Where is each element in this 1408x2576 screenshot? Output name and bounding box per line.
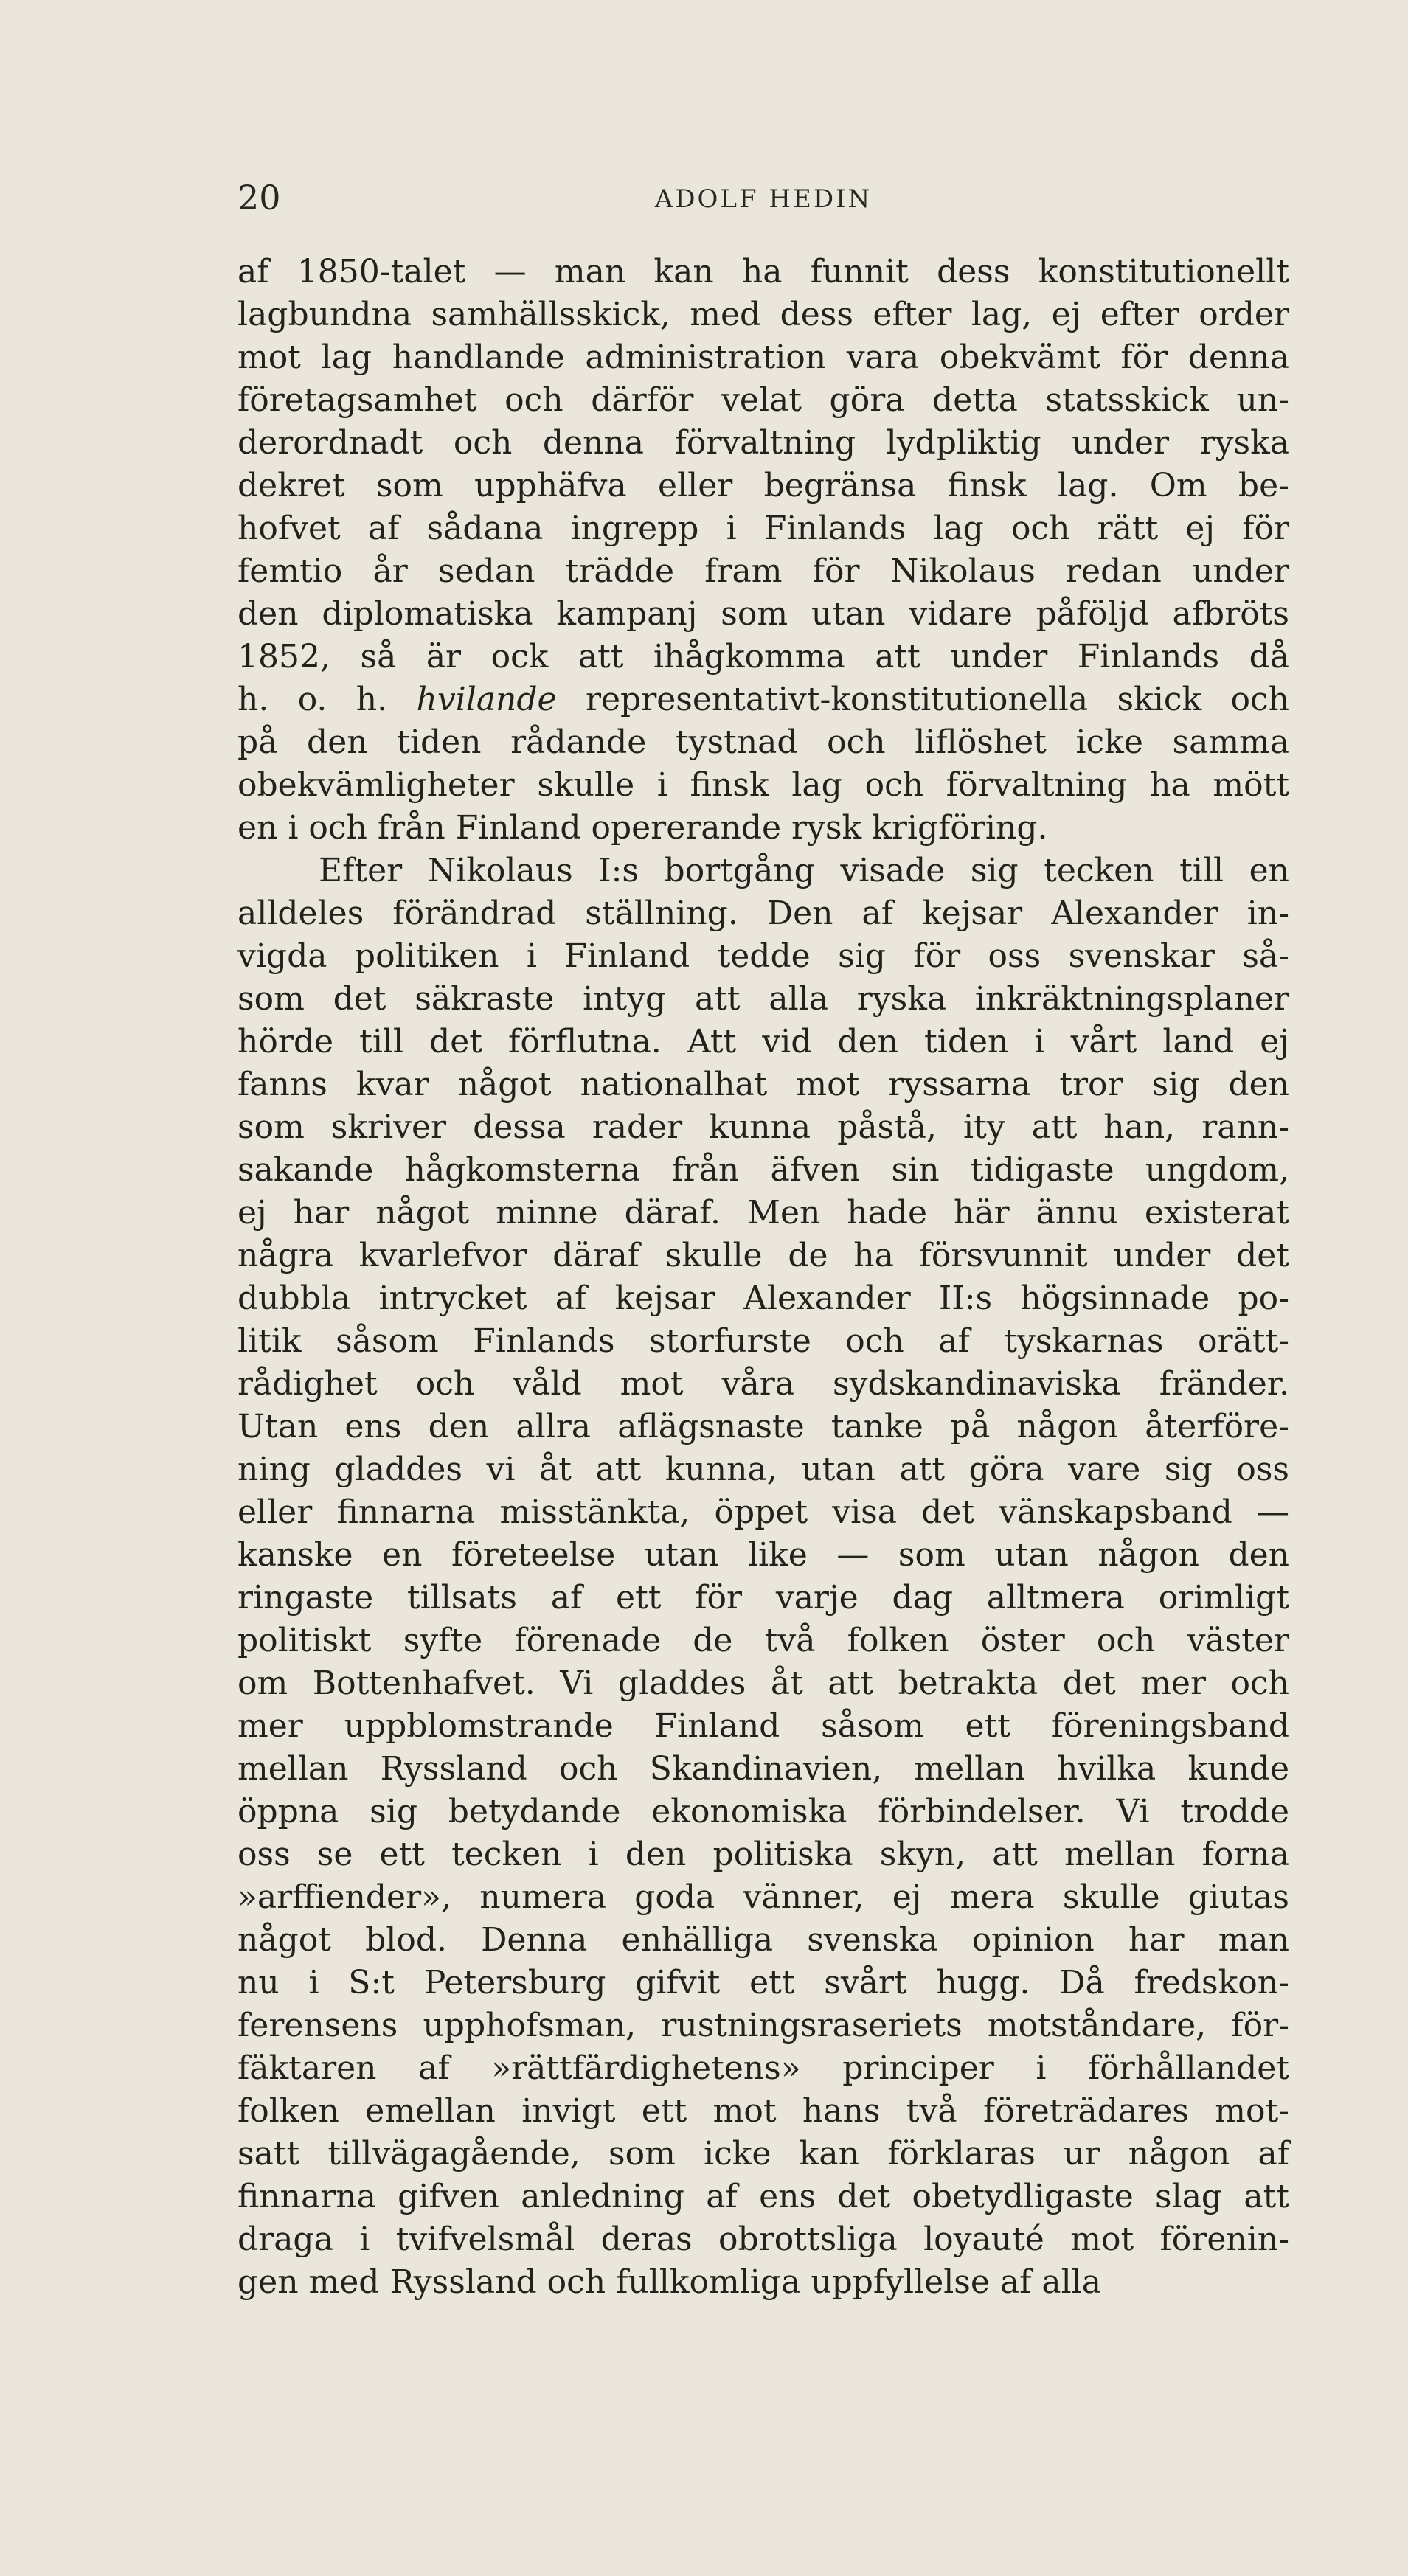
text-line: eller finnarna misstänkta, öppet visa det vänskapsband —: [237, 1493, 1289, 1531]
text-line: hörde till det förflutna. Att vid den tiden i vårt land ej: [237, 1023, 1289, 1060]
text-line: derordnadt och denna förvaltning lydpliktig under ryska: [237, 424, 1289, 462]
text-line: dekret som upphäfva eller begränsa finsk lag. Om be-: [237, 467, 1289, 504]
text-line: Efter Nikolaus I:s bortgång visade sig tecken till en: [319, 852, 1289, 889]
text-line: ringaste tillsats af ett för varje dag alltmera orimligt: [237, 1579, 1289, 1617]
text-line: obekvämligheter skulle i finsk lag och förvaltning ha mött: [237, 766, 1289, 804]
text-line: som det säkraste intyg att alla ryska inkräktningsplaner: [237, 980, 1289, 1018]
text-line: mot lag handlande administration vara obekvämt för denna: [237, 339, 1289, 376]
text-line: dubbla intrycket af kejsar Alexander II:s högsinnade po-: [237, 1280, 1289, 1317]
text-line: gen med Ryssland och fullkomliga uppfyllelse af alla: [237, 2263, 1102, 2301]
text-line: af 1850-talet — man kan ha funnit dess konstitutionellt: [237, 253, 1289, 291]
text-line: folken emellan invigt ett mot hans två företrädares mot-: [237, 2092, 1289, 2130]
text-run: representativt-konstitutionella skick och: [556, 681, 1290, 718]
text-line: en i och från Finland opererande rysk krigföring.: [237, 809, 1048, 847]
text-line: som skriver dessa rader kunna påstå, ity att han, rann-: [237, 1108, 1289, 1146]
text-line: Utan ens den allra aflägsnaste tanke på någon återföre-: [237, 1408, 1289, 1445]
text-line: fanns kvar något nationalhat mot ryssarna tror sig den: [237, 1066, 1289, 1103]
text-line: om Bottenhafvet. Vi gladdes åt att betrakta det mer och: [237, 1664, 1289, 1702]
text-line: kanske en företeelse utan like — som utan någon den: [237, 1536, 1289, 1574]
text-line: mellan Ryssland och Skandinavien, mellan hvilka kunde: [237, 1750, 1289, 1788]
running-head: ADOLF HEDIN: [654, 184, 873, 214]
text-line: ferensens upphofsman, rustningsraseriets motståndare, för-: [237, 2007, 1289, 2044]
text-line: mer uppblomstrande Finland såsom ett föreningsband: [237, 1707, 1289, 1745]
italic-word: hvilande: [416, 681, 557, 718]
text-line: femtio år sedan trädde fram för Nikolaus redan under: [237, 552, 1289, 590]
text-line: »arffiender», numera goda vänner, ej mera skulle giutas: [237, 1878, 1289, 1916]
text-line: ning gladdes vi åt att kunna, utan att göra vare sig oss: [237, 1451, 1289, 1488]
body-text: [237, 251, 1289, 2304]
text-line: sakande hågkomsterna från äfven sin tidigaste ungdom,: [237, 1151, 1289, 1189]
text-line: öppna sig betydande ekonomiska förbindelser. Vi trodde: [237, 1793, 1289, 1830]
text-line: alldeles förändrad ställning. Den af kejsar Alexander in-: [237, 895, 1289, 932]
text-line: [237, 678, 1289, 721]
text-line: politiskt syfte förenade de två folken öster och väster: [237, 1622, 1289, 1659]
text-line: fäktaren af »rättfärdighetens» principer i förhållandet: [237, 2049, 1289, 2087]
text-line: på den tiden rådande tystnad och liflöshet icke samma: [237, 723, 1289, 761]
text-line: finnarna gifven anledning af ens det obetydligaste slag att: [237, 2178, 1289, 2215]
page-header: [237, 176, 1289, 220]
text-line: hofvet af sådana ingrepp i Finlands lag och rätt ej för: [237, 510, 1289, 547]
text-line: nu i S:t Petersburg gifvit ett svårt hugg. Då fredskon-: [237, 1964, 1289, 2002]
text-line: draga i tvifvelsmål deras obrottsliga loyauté mot förenin-: [237, 2221, 1289, 2258]
text-run: h. o. h.: [237, 681, 417, 718]
text-line: rådighet och våld mot våra sydskandinaviska fränder.: [237, 1365, 1289, 1403]
text-line: 1852, så är ock att ihågkomma att under Finlands då: [237, 638, 1289, 676]
text-line: satt tillvägagående, som icke kan förklaras ur någon af: [237, 2135, 1289, 2173]
page-number: 20: [237, 178, 281, 218]
text-line: något blod. Denna enhälliga svenska opinion har man: [237, 1921, 1289, 1959]
text-line: oss se ett tecken i den politiska skyn, att mellan forna: [237, 1836, 1289, 1873]
text-line: vigda politiken i Finland tedde sig för oss svenskar så-: [237, 937, 1289, 975]
text-line: lagbundna samhällsskick, med dess efter lag, ej efter order: [237, 296, 1289, 333]
text-line: ej har något minne däraf. Men hade här ännu existerat: [237, 1194, 1289, 1232]
text-line: litik såsom Finlands storfurste och af tyskarnas orätt-: [237, 1322, 1289, 1360]
text-line: några kvarlefvor däraf skulle de ha försvunnit under det: [237, 1237, 1289, 1274]
text-line: företagsamhet och därför velat göra detta statsskick un-: [237, 381, 1289, 419]
text-line: den diplomatiska kampanj som utan vidare påföljd afbröts: [237, 595, 1289, 633]
